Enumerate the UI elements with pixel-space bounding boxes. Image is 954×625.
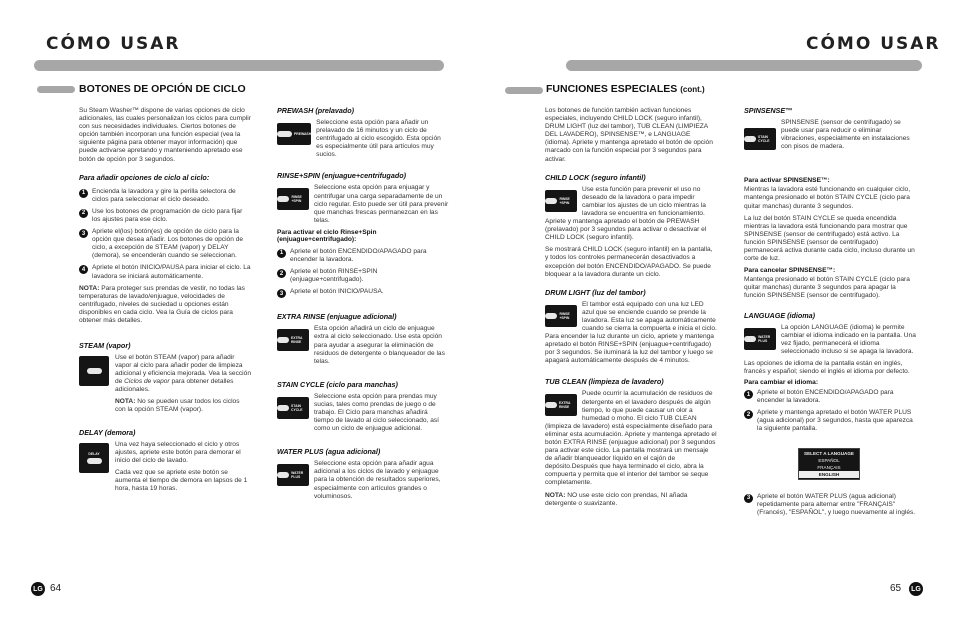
language-text: La opción LANGUAGE (idioma) le permite cambiar el idioma indicado en la pantalla. Una vez fijado, permanecerá el idioma seleccionado incluso si se apaga la lavadora.: [781, 323, 916, 355]
step-number-icon: 1: [277, 249, 286, 258]
tub-clean-icon-label: EXTRA RINSE: [558, 401, 571, 410]
language-block: [744, 324, 916, 356]
drum-light-button-icon: [545, 305, 577, 327]
lcd-option-selected: ENGLISH: [799, 471, 859, 478]
tub-clean-note: [545, 492, 717, 508]
rinse-spin-activate-heading: Para activar el ciclo Rinse+Spin (enjuague+centrifugado):: [277, 228, 377, 243]
steps-list: [79, 188, 251, 281]
steam-text-italic: Ciclos de vapor: [124, 378, 170, 386]
delay-block: [79, 441, 251, 494]
step-number-icon: 3: [744, 494, 753, 503]
delay-heading: DELAY (demora): [79, 427, 136, 437]
section-title-cont: (cont.): [680, 85, 705, 94]
drum-light-block: [545, 301, 717, 366]
lcd-option: FRANÇAIS: [817, 464, 841, 470]
step-text: Apriete el(los) botón(es) de opción de ciclo para la opción que desea añadir. Los botones de opción de ciclo, a excepción de STEAM (vapor) y DELAY (demora), se encenderán cuando se seleccionan.: [92, 228, 244, 260]
step-item: [79, 208, 251, 224]
spinsense-text-body: SPINSENSE (sensor de centrifugado) se puede usar para reducir o eliminar vibraciones, especialmente en instalaciones con pisos de madera.: [781, 119, 910, 151]
delay-text-1: Una vez haya seleccionado el ciclo y otros ajustes, apriete este botón para demorar el inicio del ciclo de lavado.: [115, 440, 241, 464]
prewash-button-icon: [277, 123, 311, 145]
water-plus-button-icon: [277, 464, 309, 486]
button-oval-icon: [277, 405, 289, 411]
button-oval-icon: [545, 198, 557, 204]
section-pill: [505, 87, 543, 94]
water-plus-icon-label: WATER PLUS: [291, 471, 304, 480]
steam-note: [115, 398, 251, 414]
language-button-icon: [744, 328, 776, 350]
left-column-1: [79, 107, 251, 493]
drum-light-text: El tambor está equipado con una luz LED azul que se enciende cuando se prende la lavadora. Esta luz se apaga automáticamente cuando se cierra la compuerta e inicia el ciclo. Para encender la luz durante un ciclo, apriete y mantenga apretado el botón RINSE+SPIN (enjuague+centrifugado) por 3 segundos. Se iluminará la luz del tambor y luego se apagará automáticamente después de 4 minutos.: [545, 300, 717, 365]
spinsense-heading: SPINSENSE™: [744, 106, 793, 115]
button-oval-icon: [87, 458, 102, 464]
step-item: [744, 389, 916, 405]
step-number-icon: 3: [277, 289, 286, 298]
rinse-spin-button-icon: [277, 188, 309, 210]
step-text: Apriete el botón INICIO/PAUSA.: [290, 288, 384, 296]
rinse-spin-icon-label: RINSE +SPIN: [291, 195, 302, 204]
step-text: Apriete el botón ENCENDIDO/APAGADO para encender la lavadora.: [290, 247, 427, 264]
child-lock-block: [545, 186, 717, 279]
page-brand-title: CÓMO USAR: [46, 34, 181, 54]
steam-text-a: Use el botón STEAM (vapor) para añadir vapor al ciclo para añadir poder de limpieza adicional y eficiencia mejorada. Vea la sección de: [115, 354, 251, 386]
water-plus-text: Seleccione esta opción para añadir agua adicional a los ciclos de lavado y enjuague para la obtención de resultados superiores, especialmente con artículos grandes o voluminosos.: [314, 460, 441, 500]
section-title: BOTONES DE OPCIÓN DE CICLO: [79, 83, 246, 95]
step-number-icon: 4: [79, 265, 88, 274]
rinse-spin-steps: [277, 248, 449, 298]
delay-button-icon: [79, 443, 109, 473]
stain-cycle-button-icon: [277, 397, 309, 419]
language-steps: [744, 389, 916, 433]
language-options-text: Las opciones de idioma de la pantalla están en inglés, francés y español; siendo el inglés el idioma por defecto.: [744, 359, 910, 375]
language-heading: LANGUAGE (idioma): [744, 310, 816, 320]
add-options-heading: Para añadir opciones de ciclo al ciclo:: [79, 172, 210, 182]
header-bar: [566, 60, 922, 71]
child-lock-heading: CHILD LOCK (seguro infantil): [545, 172, 646, 182]
step-text: Apriete y mantenga apretado el botón WATER PLUS (agua adicional) por 3 segundos, hasta que aparezca la siguiente pantalla.: [757, 409, 913, 433]
tub-note-label: NOTA:: [545, 491, 566, 499]
steam-text-b: para obtener detalles adicionales.: [115, 378, 234, 394]
extra-rinse-heading: EXTRA RINSE (enjuague adicional): [277, 312, 397, 322]
language-change-heading: Para cambiar el idioma:: [744, 379, 819, 387]
spinsense-block: [744, 119, 916, 151]
lg-logo-icon: LG: [909, 582, 923, 596]
page-number: 64: [50, 583, 62, 594]
water-plus-heading: WATER PLUS (agua adicional): [277, 447, 381, 457]
delay-icon-label: DELAY: [88, 451, 100, 456]
spinsense-cancel-heading: Para cancelar SPINSENSE™:: [744, 267, 836, 275]
lcd-title: SELECT A LANGUAGE: [804, 450, 854, 456]
extra-rinse-button-icon: [277, 329, 309, 351]
delay-text-2: Cada vez que se apriete este botón se aumenta el tiempo de demora en lapsos de 1 hora, hasta 19 horas.: [115, 469, 248, 493]
stain-cycle-text: Seleccione esta opción para prendas muy sucias, tales como prendas de juego o de trabajo. El Ciclo para manchas añadirá tiempo de lavado al ciclo seleccionado, así como un ciclo de enjuague adicional.: [314, 392, 439, 433]
spinsense-button-icon: [744, 128, 776, 150]
step-text: Use los botones de programación de ciclo para fijar los ajustes para ese ciclo.: [92, 207, 243, 223]
intro-text: Los botones de función también activan funciones especiales, incluyendo CHILD LOCK (seguro infantil), DRUM LIGHT (luz del tambor), TUB CLEAN (LIMPIEZA DEL LAVADERO), SPINSENSE™, e LANGUAGE (idioma). Apriete y mantenga apretado el botón de opción marcado con la función especial por 3 segundos para activar.: [545, 107, 713, 163]
spinsense-activate-heading: Para activar SPINSENSE™:: [744, 177, 830, 185]
extra-rinse-text: Esta opción añadirá un ciclo de enjuague extra al ciclo seleccionado. Use esta opción para ayudar a asegurar la eliminación de residuos de detergente o blanqueador de las telas.: [314, 325, 445, 365]
drum-light-icon-label: RINSE +SPIN: [559, 311, 570, 320]
step-item: [744, 493, 916, 517]
button-oval-icon: [277, 131, 292, 137]
note-label: NOTA:: [79, 284, 100, 292]
step-text: Apriete el botón ENCENDIDO/APAGADO para encender la lavadora.: [757, 389, 894, 405]
section-title-text: FUNCIONES ESPECIALES: [546, 83, 678, 95]
stain-cycle-icon-label: STAIN CYCLE: [291, 403, 303, 412]
button-oval-icon: [277, 196, 289, 202]
tub-note-text: NO use este ciclo con prendas, NI añada detergente o suavizante.: [545, 491, 688, 507]
lg-logo-icon: LG: [31, 582, 45, 596]
tub-clean-heading: TUB CLEAN (limpieza de lavadero): [545, 377, 664, 387]
section-title: [546, 83, 705, 95]
extra-rinse-block: [277, 325, 449, 365]
tub-clean-button-icon: [545, 394, 577, 416]
prewash-block: [277, 119, 449, 159]
prewash-text: Seleccione esta opción para añadir un prelavado de 16 minutos y un ciclo de centrifugado al ciclo escogido. Esta opción es especialmente útil para artículos muy sucios.: [316, 119, 441, 159]
button-oval-icon: [545, 402, 557, 408]
note-paragraph: [79, 285, 251, 325]
step-number-icon: 3: [79, 229, 88, 238]
step-text: Apriete el botón WATER PLUS (agua adicional) repetidamente para alternar entre "FRANÇAIS" (Francés), "ESPAÑOL", y luego nuevamente al inglés.: [757, 492, 916, 516]
step-item: [744, 409, 916, 433]
rinse-spin-heading: RINSE+SPIN (enjuague+centrifugado): [277, 171, 406, 181]
spinsense-activate-text: Mientras la lavadora esté funcionando en cualquier ciclo, mantenga presionado el botón STAIN CYCLE (ciclo para quitar manchas) durante 3 segundos.: [744, 186, 911, 210]
button-oval-icon: [87, 368, 102, 374]
right-column-2: [744, 106, 916, 517]
child-lock-button-icon: [545, 190, 577, 212]
spinsense-text: [744, 119, 916, 151]
step-item: [277, 288, 449, 298]
header-bar: [34, 60, 444, 71]
button-oval-icon: [545, 313, 557, 319]
water-plus-block: [277, 460, 449, 500]
step-text: Apriete el botón RINSE+SPIN (enjuague+centrifugado).: [290, 268, 378, 284]
step-text: Encienda la lavadora y gire la perilla selectora de ciclos para seleccionar el ciclo deseado.: [92, 187, 236, 203]
step-item: [79, 228, 251, 260]
child-lock-text: Use esta función para prevenir el uso no deseado de la lavadora o para impedir cambiar los ajustes de un ciclo mientras la lavadora se encuentra en funcionamiento. Apriete y mantenga apretado el botón de PREWASH (prelavado) por 3 segundos para activar o desactivar el CHILD LOCK (seguro infantil).: [545, 185, 707, 242]
extra-rinse-icon-label: EXTRA RINSE: [290, 336, 303, 345]
button-oval-icon: [744, 336, 756, 342]
right-column-1: [545, 107, 717, 508]
button-oval-icon: [277, 472, 289, 478]
spinsense-cancel-text: Mantenga presionado el botón STAIN CYCLE (ciclo para quitar manchas) durante 3 segundos para apagar la función SPINSENSE (sensor de centrifugado).: [744, 276, 910, 300]
page-brand-title: CÓMO USAR: [806, 34, 941, 54]
language-icon-label: WATER PLUS: [758, 334, 771, 343]
drum-light-heading: DRUM LIGHT (luz del tambor): [545, 287, 646, 297]
note-text: Para proteger sus prendas de vestir, no todas las temperaturas de lavado/enjuague, velocidades de centrifugado, niveles de suciedad u opciones están disponibles en cada ciclo. Vea la Guía de ciclos para obtener más detalles.: [79, 284, 245, 324]
steam-text: [115, 354, 251, 394]
child-lock-text-2: Se mostrará CHILD LOCK (seguro infantil) en la pantalla, y todos los controles permanecerán desactivados a excepción del botón ENCENDIDO/APAGADO. Se puede bloquear a la lavadora durante un ciclo.: [545, 246, 713, 278]
rinse-spin-text: Seleccione esta opción para enjuagar y centrifugar una carga separadamente de un ciclo regular. Esto puede ser útil para prevenir que manchas frescas permanezcan en las telas.: [314, 184, 449, 224]
steam-note-text: No se pueden usar todos los ciclos con la opción STEAM (vapor).: [115, 397, 240, 413]
step-number-icon: 2: [744, 410, 753, 419]
page-number: 65: [890, 583, 902, 594]
steam-button-icon: [79, 356, 109, 386]
step-item: [79, 188, 251, 204]
tub-clean-block: [545, 390, 717, 507]
rinse-spin-block: [277, 184, 449, 224]
button-oval-icon: [744, 136, 756, 142]
step-item: [277, 248, 449, 264]
stain-cycle-heading: STAIN CYCLE (ciclo para manchas): [277, 379, 398, 389]
step-number-icon: 1: [79, 189, 88, 198]
prewash-heading: PREWASH (prelavado): [277, 106, 355, 115]
step-item: [79, 264, 251, 280]
steam-block: [79, 354, 251, 414]
tub-clean-text: Puede ocurrir la acumulación de residuos de detergente en el lavadero después de algún tiempo, lo que puede causar un olor a humedad o moho. El ciclo TUB CLEAN (limpieza de lavadero) está especialmente diseñado para eliminar esta acumulación. Apriete y mantenga apretado el botón EXTRA RINSE (enjuague adicional) por 3 segundos para activar este ciclo. La pantalla mostrará un mensaje de añadir blanqueador líquido en el cajón de depósito.Después que haya terminado el ciclo, abra la compuerta y permita que el interior del tambor se seque completamente.: [545, 390, 717, 487]
spinsense-led-text: La luz del botón STAIN CYCLE se queda encendida mientras la lavadora está funcionando para mostrar que SPINSENSE (sensor de centrifugado) está activo. La función SPINSENSE (sensor de centrifugado) permanecerá activa durante cada ciclo, incluso durante un corte de luz.: [744, 214, 915, 263]
step-number-icon: 2: [79, 209, 88, 218]
spinsense-icon-label: STAIN CYCLE: [758, 135, 770, 143]
section-pill: [37, 86, 75, 93]
step-number-icon: 2: [277, 269, 286, 278]
lcd-option: ESPAÑOL: [818, 457, 840, 463]
stain-cycle-block: [277, 393, 449, 433]
button-oval-icon: [277, 337, 289, 343]
step-item: [277, 268, 449, 284]
child-lock-icon-label: RINSE +SPIN: [559, 196, 570, 205]
steam-note-label: NOTA:: [115, 397, 136, 405]
left-column-2: [277, 106, 449, 501]
intro-text: Su Steam Washer™ dispone de varias opciones de ciclo adicionales, las cuales personalizan los ciclos para cumplir con sus necesidades individuales. Ciertos botones de opción también incorporan una función especial (vea la siguiente página para obtener mayor información) que puede activarse apretando y manteniendo apretado ese botón de opción por 3 segundos.: [79, 107, 251, 163]
steam-heading: STEAM (vapor): [79, 341, 131, 351]
language-lcd-display: [798, 448, 860, 480]
step-number-icon: 1: [744, 390, 753, 399]
prewash-icon-label: PREWASH: [294, 132, 312, 136]
step-text: Apriete el botón INICIO/PAUSA para iniciar el ciclo. La lavadora se iniciará automáticamente.: [92, 264, 251, 280]
